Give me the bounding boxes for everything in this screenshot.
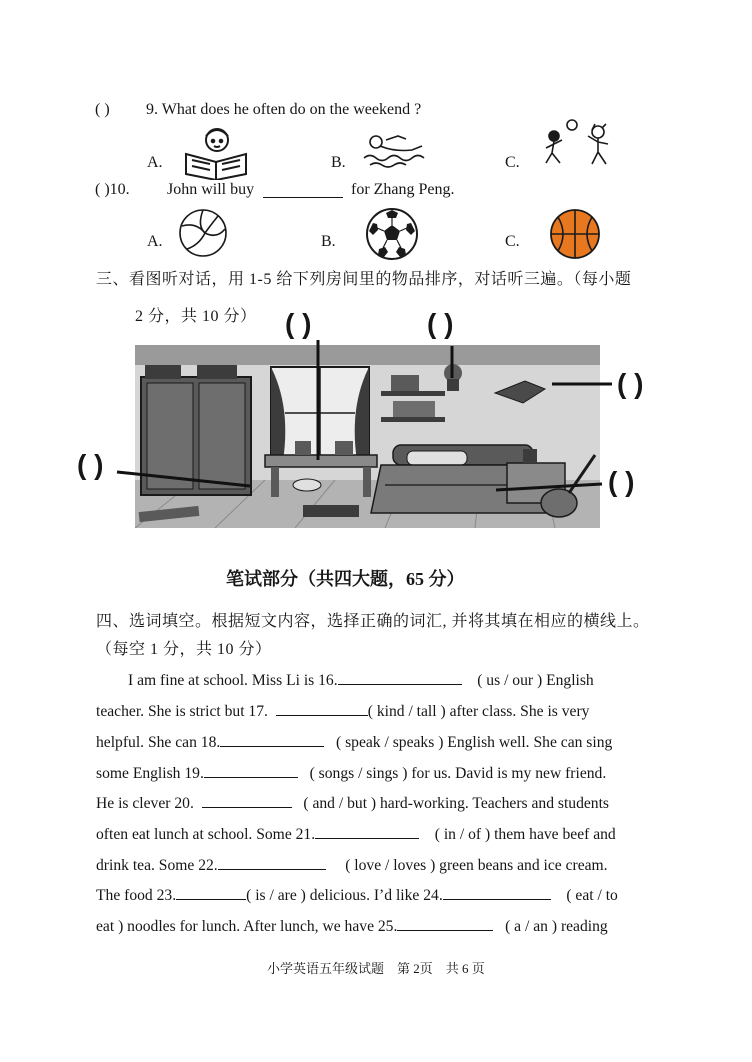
picture-paren-5[interactable]: ( ) xyxy=(608,466,635,497)
answer-blank-18[interactable] xyxy=(220,732,324,747)
passage-text: ( love / loves ) green beans and ice cream. xyxy=(345,857,608,874)
q9-option-a-label: A. xyxy=(147,154,163,171)
passage-line-9 xyxy=(96,912,662,943)
answer-blank-23[interactable] xyxy=(176,885,246,900)
passage-text: ( is / are ) delicious. I’d like 24. xyxy=(246,887,443,904)
answer-blank-16[interactable] xyxy=(338,670,462,685)
passage-text: often eat lunch at school. Some 21. xyxy=(96,826,316,843)
q9-option-c-label: C. xyxy=(505,154,520,171)
q9-answer-paren[interactable]: ( ) xyxy=(95,101,110,118)
passage-line-8 xyxy=(96,881,662,912)
picture-paren-2[interactable]: ( ) xyxy=(427,308,454,339)
passage-text: eat ) noodles for lunch. After lunch, we have 25. xyxy=(96,918,398,935)
answer-blank-17[interactable] xyxy=(276,701,368,716)
passage-line-7 xyxy=(96,851,662,882)
section4-instruction-line2: （每空 1 分，共 10 分） xyxy=(96,641,272,658)
page-footer: 小学英语五年级试题 第 2页 共 6 页 xyxy=(267,961,485,976)
passage-text: ( us / our ) English xyxy=(477,672,594,689)
passage-text: drink tea. Some 22. xyxy=(96,857,218,874)
q10-text-before: John will buy xyxy=(167,181,255,198)
answer-blank-21[interactable] xyxy=(315,824,419,839)
passage-text: I am fine at school. Miss Li is 16. xyxy=(128,672,338,689)
passage-text: ( in / of ) them have beef and xyxy=(434,826,616,843)
q10-option-b-label: B. xyxy=(321,233,336,250)
passage-line-3 xyxy=(96,728,662,759)
section3-instruction-line2: 2 分，共 10 分） xyxy=(135,308,257,325)
passage-line-1 xyxy=(128,666,662,697)
section4-instruction-line1: 四、选词填空。根据短文内容，选择正确的词汇, 并将其填在相应的横线上。 xyxy=(96,613,650,630)
passage-line-5 xyxy=(96,789,662,820)
answer-blank-25[interactable] xyxy=(397,916,493,931)
passage-text: teacher. She is strict but 17. xyxy=(96,703,268,720)
passage-text: He is clever 20. xyxy=(96,795,194,812)
picture-paren-1[interactable]: ( ) xyxy=(285,308,312,339)
q10-answer-paren[interactable]: ( )10. xyxy=(95,181,130,198)
passage-text: ( songs / sings ) for us. David is my new friend. xyxy=(309,765,607,782)
section3-instruction-line1: 三、看图听对话，用 1-5 给下列房间里的物品排序，对话听三遍。（每小题 xyxy=(96,271,632,288)
passage-line-6 xyxy=(96,820,662,851)
passage-text: The food 23. xyxy=(96,887,177,904)
answer-blank-24[interactable] xyxy=(443,885,551,900)
answer-blank-22[interactable] xyxy=(218,855,326,870)
q10-option-c-label: C. xyxy=(505,233,520,250)
answer-blank-19[interactable] xyxy=(204,763,298,778)
q9-option-b-label: B. xyxy=(331,154,346,171)
passage-text: ( a / an ) reading xyxy=(505,918,608,935)
passage-line-4 xyxy=(96,759,662,790)
picture-paren-4[interactable]: ( ) xyxy=(77,449,104,480)
passage-text: ( speak / speaks ) English well. She can sing xyxy=(336,734,613,751)
passage-text: helpful. She can 18. xyxy=(96,734,221,751)
q9-question-text: 9. What does he often do on the weekend ? xyxy=(146,101,422,118)
answer-blank-20[interactable] xyxy=(202,793,292,808)
passage-text: ( and / but ) hard-working. Teachers and students xyxy=(303,795,610,812)
passage-text: ( kind / tall ) after class. She is very xyxy=(367,703,590,720)
q10-option-a-label: A. xyxy=(147,233,163,250)
written-part-heading: 笔试部分（共四大题，65 分） xyxy=(226,569,465,589)
passage-line-2 xyxy=(96,697,662,728)
passage-text: some English 19. xyxy=(96,765,204,782)
q10-text-after: for Zhang Peng. xyxy=(351,181,455,198)
passage-text: ( eat / to xyxy=(566,887,618,904)
picture-paren-3[interactable]: ( ) xyxy=(617,368,644,399)
